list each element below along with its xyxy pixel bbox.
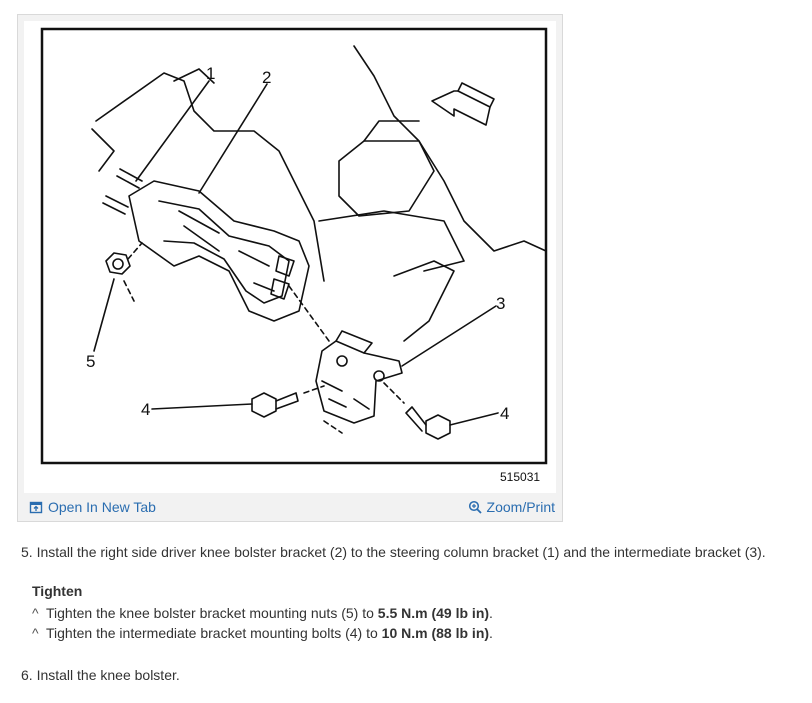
open-new-tab-link[interactable] [29, 499, 156, 515]
tighten-block [21, 581, 801, 643]
figure-id: 515031 [500, 470, 541, 484]
figure-container [17, 14, 563, 522]
torque-value: 10 N.m (88 lb in) [381, 625, 490, 641]
bullet-marker: ^ [32, 625, 39, 641]
torque-spec-nuts: ^ Tighten the knee bolster bracket mounting nuts (5) to 5.5 N.m (49 lb in). [32, 605, 493, 621]
step-5: 5. Install the right side driver knee bolster bracket (2) to the steering column bracket (1) and the intermediate bracket (3). [21, 544, 766, 560]
procedure-content [21, 542, 801, 685]
callout-4-left: 4 [141, 400, 151, 419]
zoom-icon [468, 500, 482, 514]
callout-4-right: 4 [500, 404, 510, 423]
step-6: 6. Install the knee bolster. [21, 667, 180, 683]
zoom-print-link[interactable] [468, 499, 555, 515]
torque-spec-bolts: ^ Tighten the intermediate bracket mounting bolts (4) to 10 N.m (88 lb in). [32, 625, 493, 641]
tighten-title: Tighten [32, 583, 83, 599]
zoom-print-label: Zoom/Print [486, 499, 555, 515]
callout-3: 3 [496, 294, 506, 313]
open-new-tab-label: Open In New Tab [48, 499, 156, 515]
torque-value: 5.5 N.m (49 lb in) [377, 605, 490, 621]
bracket-diagram [24, 21, 556, 493]
callout-5: 5 [86, 352, 96, 371]
callout-2: 2 [262, 68, 272, 87]
callout-1: 1 [206, 64, 216, 83]
bullet-marker: ^ [32, 605, 39, 621]
open-new-tab-icon [29, 500, 43, 514]
figure-toolbar [18, 493, 562, 521]
